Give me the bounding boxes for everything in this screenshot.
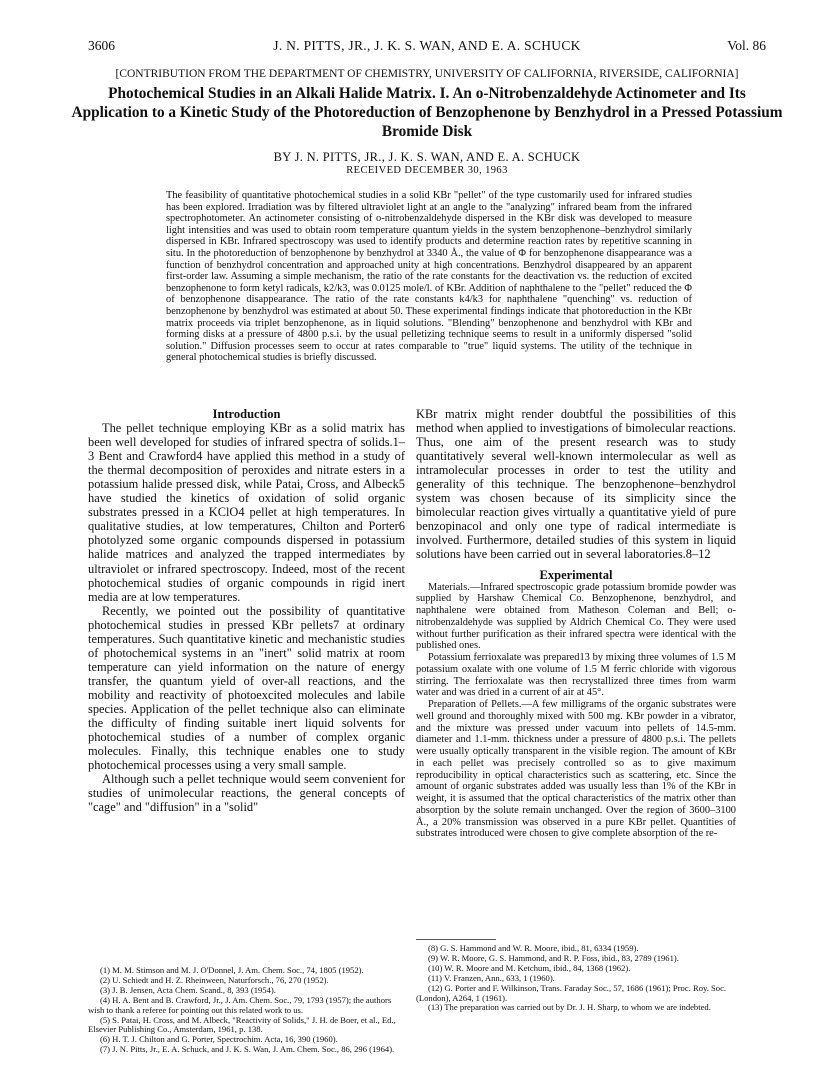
footnote: (7) J. N. Pitts, Jr., E. A. Schuck, and J. K. S. Wan, J. Am. Chem. Soc., 86, 296 (1964). (100, 1044, 395, 1055)
footnote: (9) W. R. Moore, G. S. Hammond, and R. P. Foss, ibid., 83, 2789 (1961). (428, 952, 679, 963)
experimental-paragraph: Materials.—Infrared spectroscopic grade potassium bromide powder was supplied by Harshaw Chemical Co. Benzophenone, benzhydrol, and naphthalene were obtained from Matheson Coleman and Bell; o-nitrobenzaldehyde was supplied by Aldrich Chemical Co. They were used without further purification as their infrared spectra were identical with the published ones. (416, 581, 736, 652)
footnote: (3) J. B. Jensen, Acta Chem. Scand., 8, 393 (1954). (100, 984, 276, 995)
contribution-line: [CONTRIBUTION FROM THE DEPARTMENT OF CHEMISTRY, UNIVERSITY OF CALIFORNIA, RIVERSIDE, CALIFORNIA] (115, 68, 739, 80)
experimental-paragraph: Potassium ferrioxalate was prepared13 by mixing three volumes of 1.5 M potassium oxalate with one volume of 1.5 M ferric chloride with vigorous stirring. The ferrioxalate was then recrystallized three times from warm water and was dried in a current of air at 45°. (416, 652, 736, 699)
volume-label: Vol. 86 (727, 38, 766, 53)
right-column (416, 407, 736, 840)
abstract: The feasibility of quantitative photochemical studies in a solid KBr "pellet" of the type customarily used for infrared studies has been explored. Irradiation was by filtered ultraviolet light at an angle to the "analyzing" infrared beam from the infrared spectrophotometer. An actinometer consisting of o-nitrobenzaldehyde dispersed in the KBr disk was developed to measure light intensities and was used to obtain room temperature quantum yields in the system benzophenone–benzhydrol similarly dispersed in KBr. Infrared spectroscopy was used to identify products and determine reaction rates by repetitive scanning in situ. In the photoreduction of benzophenone by benzhydrol at 3340 Å., the value of Φ for benzophenone disappearance was a function of benzhydrol concentration and approached unity at high concentrations. Benzhydrol disappeared by an apparent first-order law. Assuming a simple mechanism, the ratio of the rate constants for the deactivation vs. the reduction of excited benzophenone to form ketyl radicals, k2/k3, was 0.0125 mole/l. of KBr. Addition of naphthalene to the "pellet" reduced the Φ of benzophenone disappearance. The ratio of the rate constants k4/k3 for naphthalene "quenching" vs. reduction of benzophenone by benzhydrol was estimated at about 50. These experimental findings indicate that photoreduction in the KBr matrix proceeds via triplet benzophenone, as in liquid solutions. "Blending" benzophenone and benzhydrol with KBr and forming disks at a pressure of 4800 p.s.i. by the usual pelletizing technique seems to result in a uniformly dispersed "solid solution." Diffusion processes seem to occur at rates comparable to "true" liquid systems. The utility of the technique in general photochemical studies is briefly discussed. (166, 190, 692, 364)
footnote: (4) H. A. Bent and B. Crawford, Jr., J. Am. Chem. Soc., 79, 1793 (1957); the authors wish to thank a referee for pointing out this related work to us. (88, 994, 392, 1015)
footnote: (5) S. Patai, H. Cross, and M. Albeck, "Reactivity of Solids," J. H. de Boer, et al., Ed., Elsevier Publishing Co., Amsterdam, 1961, p. 138. (88, 1014, 396, 1035)
footnote: (12) G. Porter and F. Wilkinson, Trans. Faraday Soc., 57, 1686 (1961); Proc. Roy. Soc. (London), A264, 1 (1961). (416, 982, 727, 1003)
footnote: (1) M. M. Stimson and M. J. O'Donnel, J. Am. Chem. Soc., 74, 1805 (1952). (100, 965, 364, 975)
left-column (88, 407, 405, 814)
intro-paragraph: Although such a pellet technique would seem convenient for studies of unimolecular reactions, the general concepts of "cage" and "diffusion" in a "solid" (88, 772, 405, 815)
footnotes-left (88, 966, 405, 1055)
footnote-rule (416, 939, 496, 940)
footnote: (2) U. Schiedt and H. Z. Rheinween, Naturforsch., 76, 270 (1952). (100, 974, 329, 985)
footnote: (6) H. T. J. Chilton and G. Porter, Spectrochim. Acta, 16, 390 (1960). (100, 1034, 338, 1045)
experimental-heading: Experimental (539, 567, 613, 582)
footnote: (13) The preparation was carried out by Dr. J. H. Sharp, to whom we are indebted. (428, 1002, 711, 1013)
footnote: (11) V. Franzen, Ann., 633, 1 (1960). (428, 972, 555, 983)
running-authors: J. N. PITTS, JR., J. K. S. WAN, AND E. A. SCHUCK (273, 38, 581, 53)
footnote: (10) W. R. Moore and M. Ketchum, ibid., 84, 1368 (1962). (428, 962, 631, 973)
page-number: 3606 (88, 38, 115, 53)
article-title: Photochemical Studies in an Alkali Halide Matrix. I. An o-Nitrobenzaldehyde Actinometer and Its Application to a Kinetic Study of the Photoreduction of Benzophenone by Benzhydrol in a Pressed Potassium Bromide Disk (71, 85, 783, 140)
introduction-heading: Introduction (212, 407, 281, 421)
intro-continued: KBr matrix might render doubtful the possibilities of this method when applied to investigations of bimolecular reactions. Thus, one aim of the present research was to study quantitatively several well-known intermolecular as well as intramolecular processes in order to test the utility and generality of this technique. The benzophenone–benzhydrol system was chosen because of its simplicity since the bimolecular reaction gives virtually a quantitative yield of pure benzopinacol and only one type of radical intermediate is involved. Furthermore, detailed studies of this system in liquid solutions have been carried out in several laboratories.8–12 (416, 407, 736, 562)
intro-paragraph: Recently, we pointed out the possibility of quantitative photochemical studies in pressed KBr pellets7 at ordinary temperatures. Such quantitative kinetic and mechanistic studies of photochemical systems in an "inert" solid matrix at room temperature can yield information on the nature of energy transfer, the quantum yield of over-all reactions, and the mobility and reactivity of photoexcited molecules and labile species. Application of the pellet technique also can eliminate the difficulty of finding suitable inert liquid solvents for photochemical studies of a number of complex organic molecules. Finally, this technique enables one to study photochemical processes using a very small sample. (88, 603, 405, 773)
received-date: RECEIVED DECEMBER 30, 1963 (346, 165, 508, 176)
footnotes-right (416, 935, 736, 1013)
experimental-paragraph: Preparation of Pellets.—A few milligrams of the organic substrates were well ground and thoroughly mixed with 500 mg. KBr powder in a vibrator, and the mixture was pressed under vacuum into pellets of 14.5-mm. diameter and 1.1-mm. thickness under a pressure of 4800 p.s.i. The pellets were usually optically transparent in the visible region. The amount of KBr in each pellet was precisely controlled so as to give maximum reproducibility in optical characteristics such as scattering, etc. Since the amount of organic substrates added was usually less than 1% of the KBr in weight, it is assumed that the optical characteristics of the matrix other than absorption by the solute remain unchanged. Over the region of 3600–3100 Å., a 20% transmission was observed in a pure KBr pellet. Quantities of substrates introduced were chosen to give complete absorption of the re- (416, 699, 736, 840)
experimental-body (416, 582, 736, 841)
intro-paragraph: The pellet technique employing KBr as a solid matrix has been well developed for studies of infrared spectra of solids.1–3 Bent and Crawford4 have applied this method in a study of the thermal decomposition of peroxides and nitrate esters in a potassium halide pressed disk, while Patai, Cross, and Albeck5 have studied the kinetics of oxidation of solid organic substrates pressed in a KClO4 pellet at high temperatures. In qualitative studies, at low temperatures, Chilton and Porter6 photolyzed some organic compounds dispersed in potassium halide matrices and analyzed the trapped intermediates by ultraviolet or infrared spectroscopy. Indeed, most of the recent photochemical studies of organic compounds in rigid inert media are at low temperatures. (88, 421, 405, 604)
footnote: (8) G. S. Hammond and W. R. Moore, ibid., 81, 6334 (1959). (428, 943, 639, 953)
byline: BY J. N. PITTS, JR., J. K. S. WAN, AND E. A. SCHUCK (273, 150, 581, 164)
